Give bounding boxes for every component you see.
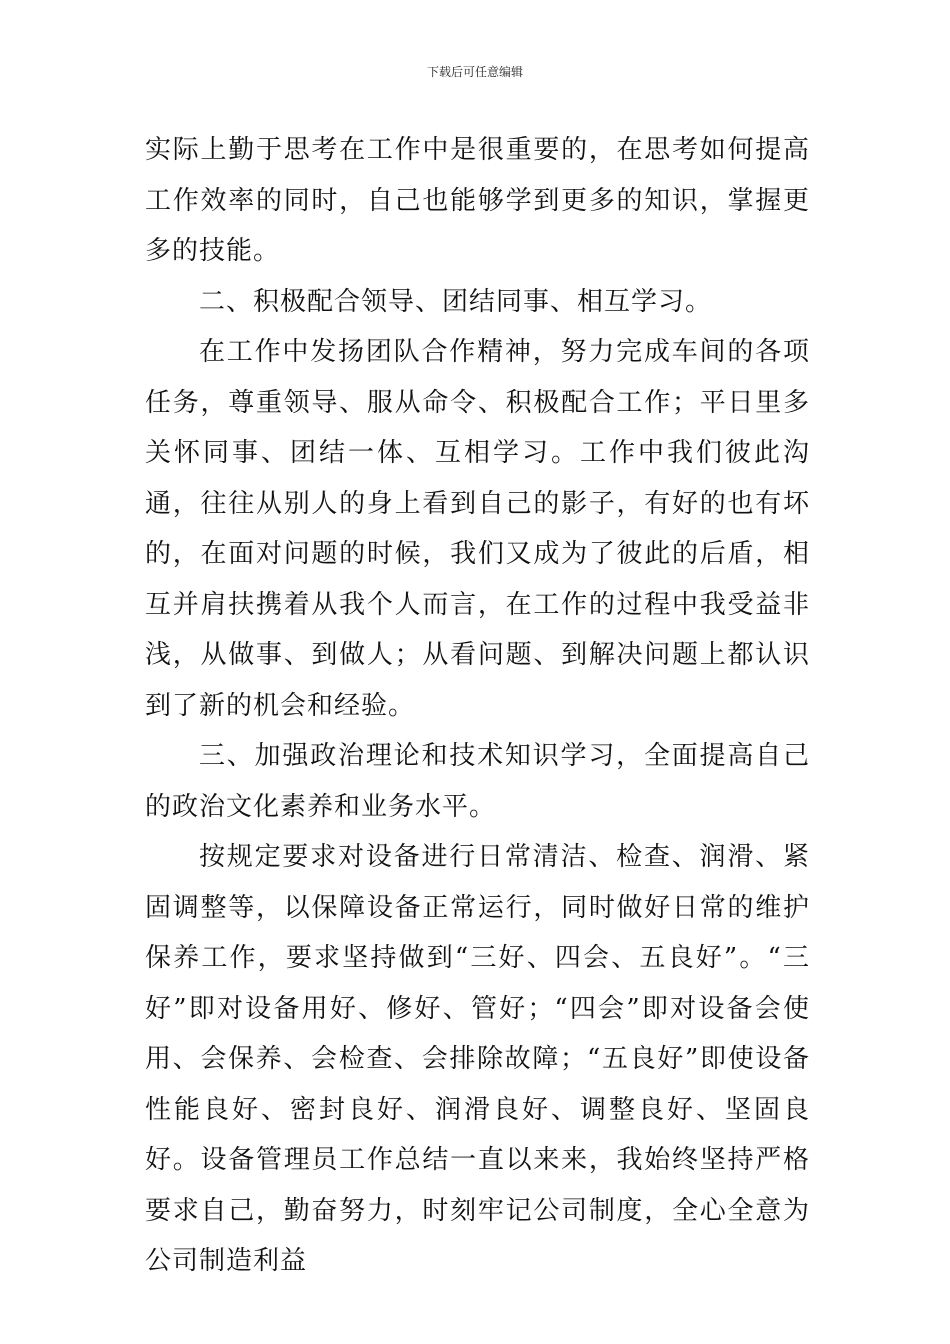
paragraph-continued: 实际上勤于思考在工作中是很重要的，在思考如何提高工作效率的同时，自己也能够学到更多的知识，掌握更多的技能。: [145, 135, 810, 266]
page-header-note: 下载后可任意编辑: [426, 65, 523, 79]
paragraph-maintenance: 按规定要求对设备进行日常清洁、检查、润滑、紧固调整等，以保障设备正常运行，同时做好日常的维护保养工作，要求坚持做到“三好、四会、五良好”。“三好”即对设备用好、修好、管好；“四会”即对设备会使用、会保养、会检查、会排除故障；“五良好”即使设备性能良好、密封良好、润滑良好、调整良好、坚固良好。设备管理员工作总结一直以来来，我始终坚持严格要求自己，勤奋努力，时刻牢记公司制度，全心全意为公司制造利益: [145, 842, 810, 1276]
paragraph-teamwork: 在工作中发扬团队合作精神，努力完成车间的各项任务，尊重领导、服从命令、积极配合工作；平日里多关怀同事、团结一体、互相学习。工作中我们彼此沟通，往往从别人的身上看到自己的影子，有好的也有坏的，在面对问题的时候，我们又成为了彼此的后盾，相互并肩扶携着从我个人而言，在工作的过程中我受益非浅，从做事、到做人；从看问题、到解决问题上都认识到了新的机会和经验。: [145, 337, 810, 721]
section-heading-3: 三、加强政治理论和技术知识学习，全面提高自己的政治文化素养和业务水平。: [145, 741, 810, 822]
section-heading-2: 二、积极配合领导、团结同事、相互学习。: [199, 286, 713, 317]
document-body: [145, 125, 810, 1287]
